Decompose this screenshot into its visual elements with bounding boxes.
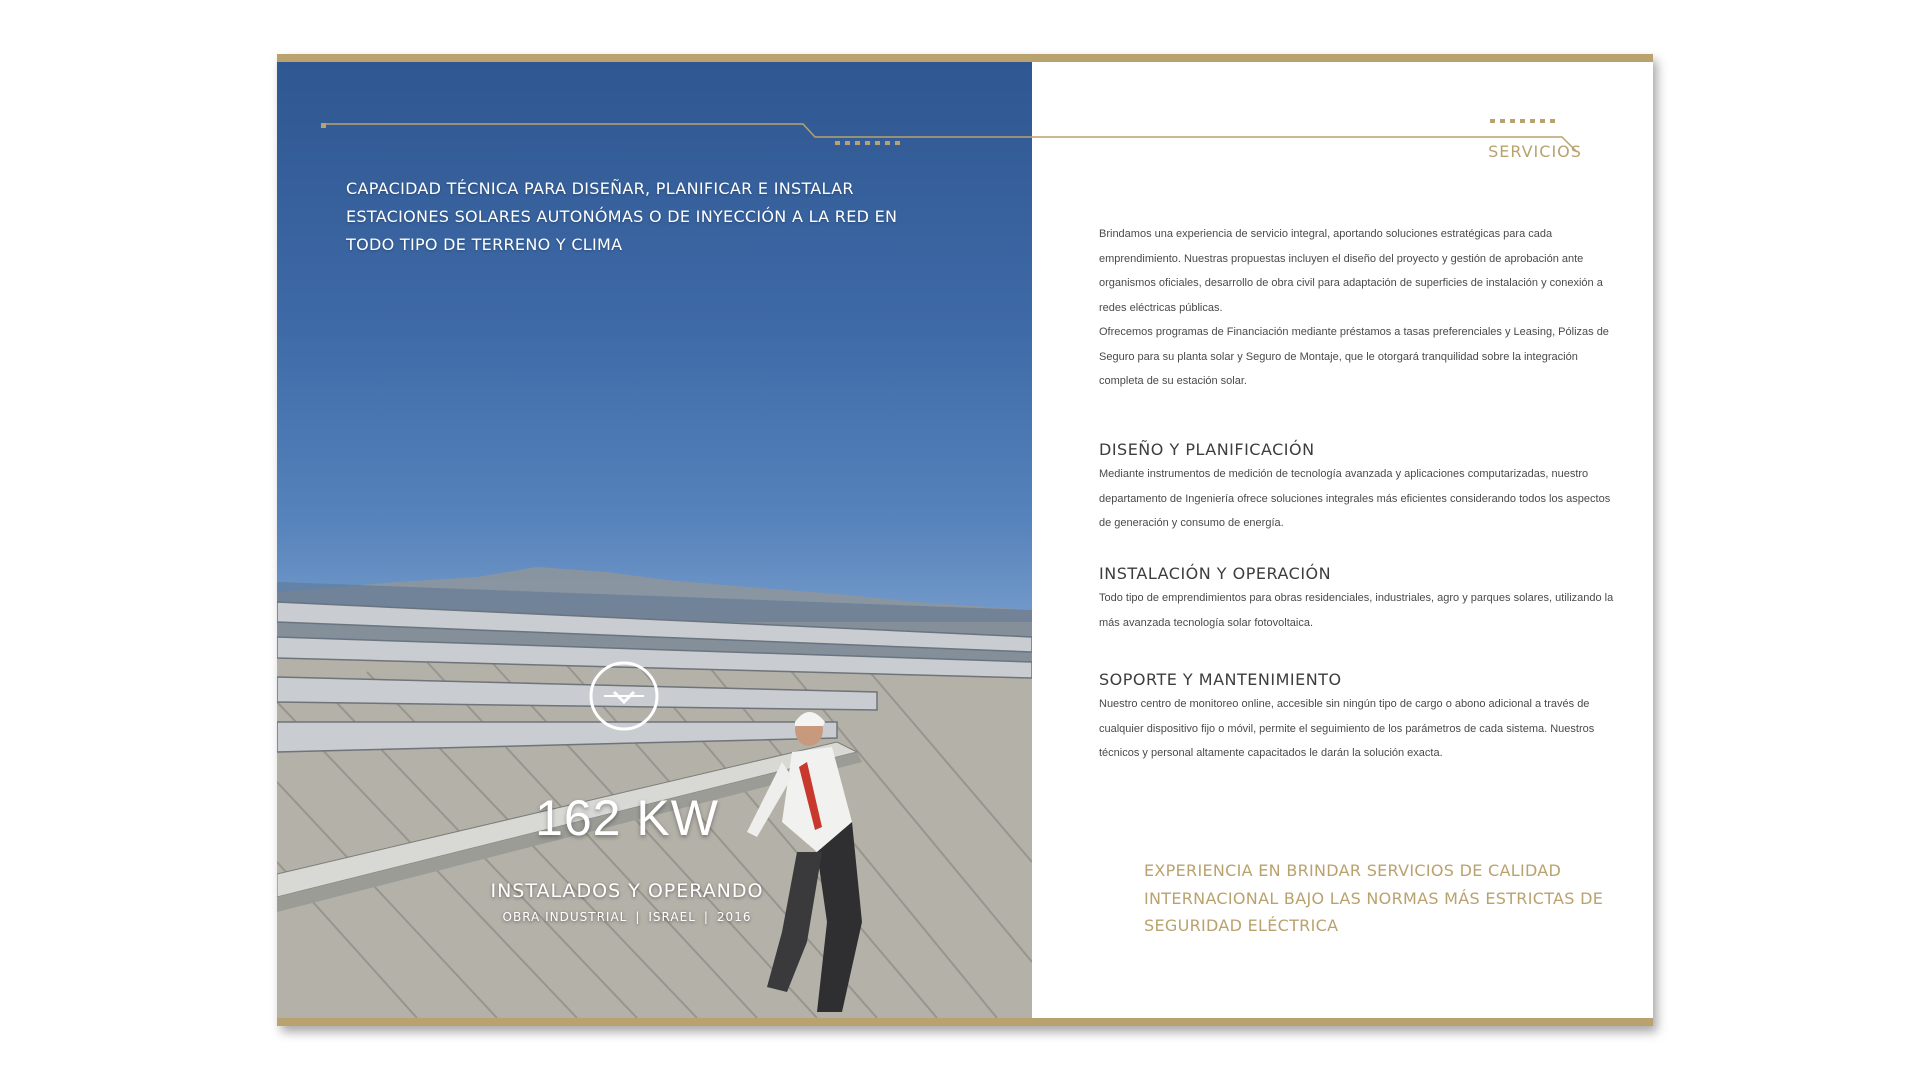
services-text-panel: [1032, 62, 1653, 1018]
section-title-diseno: DISEÑO Y PLANIFICACIÓN: [1099, 440, 1315, 459]
project-meta: [427, 910, 827, 924]
financing-paragraph: Ofrecemos programas de Financiación mediante préstamos a tasas preferenciales y Leasing, Pólizas de Seguro para su planta solar y Seguro de Montaje, que le otorgará tranquilidad sobre la integración completa de su estación solar.: [1099, 326, 1609, 387]
brochure-spread: [277, 54, 1653, 1026]
bottom-gold-border: [277, 1018, 1653, 1026]
meta-separator: |: [635, 910, 641, 924]
quality-quote: EXPERIENCIA EN BRINDAR SERVICIOS DE CALIDAD INTERNACIONAL BAJO LAS NORMAS MÁS ESTRICTAS DE SEGURIDAD ELÉCTRICA: [1144, 861, 1604, 935]
capacity-stat-value: 162 KW: [535, 790, 719, 846]
capacity-headline: CAPACIDAD TÉCNICA PARA DISEÑAR, PLANIFICAR E INSTALAR ESTACIONES SOLARES AUTONÓMAS O DE INYECCIÓN A LA RED EN TODO TIPO DE TERRENO Y CLIMA: [346, 179, 898, 254]
section-title-soporte: SOPORTE Y MANTENIMIENTO: [1099, 670, 1342, 689]
checkmark-circle-icon: [588, 660, 660, 732]
top-gold-border: [277, 54, 1653, 62]
capacity-stat-label: INSTALADOS Y OPERANDO: [490, 880, 764, 902]
project-country: ISRAEL: [648, 910, 696, 924]
intro-paragraph: Brindamos una experiencia de servicio integral, aportando soluciones estratégicas para cada emprendimiento. Nuestras propuestas incluyen el diseño del proyecto y gestión de aprobación ante organismos oficiales, desarrollo de obra civil para adaptación de superficies de instalación y conexión a redes eléctricas públicas.: [1099, 228, 1603, 314]
section-tag-servicios: SERVICIOS: [1488, 142, 1582, 161]
section-body-diseno: Mediante instrumentos de medición de tecnología avanzada y aplicaciones computarizadas, nuestro departamento de Ingeniería ofrece soluciones integrales más eficientes considerando todos los aspectos de generación y consumo de energía.: [1099, 468, 1611, 529]
section-title-instalacion: INSTALACIÓN Y OPERACIÓN: [1099, 564, 1332, 583]
project-year: 2016: [716, 910, 752, 924]
section-body-soporte: Nuestro centro de monitoreo online, accesible sin ningún tipo de cargo o abono adicional a través de cualquier dispositivo fijo o móvil, permite el seguimiento de los parámetros de cada sistema. Nuestros técnicos y personal altamente capacitados le darán la solución exacta.: [1099, 698, 1595, 759]
section-body-instalacion: Todo tipo de emprendimientos para obras residenciales, industriales, agro y parques solares, utilizando la más avanzada tecnología solar fotovoltaica.: [1099, 592, 1614, 629]
meta-separator: |: [703, 910, 709, 924]
project-type: OBRA INDUSTRIAL: [502, 910, 628, 924]
solar-photo-panel: [277, 62, 1032, 1018]
